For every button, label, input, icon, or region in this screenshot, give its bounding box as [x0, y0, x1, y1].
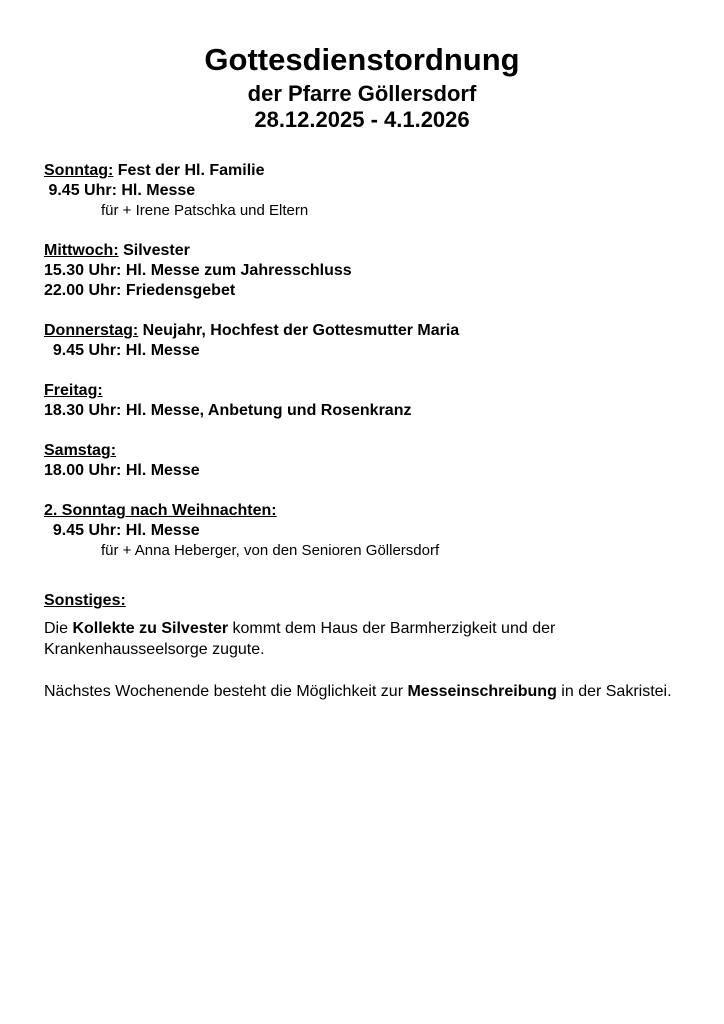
feast-name: Neujahr, Hochfest der Gottesmutter Maria — [138, 322, 460, 340]
feast-name: Silvester — [118, 242, 190, 260]
schedule-entry — [44, 441, 680, 481]
entry-heading — [44, 321, 680, 341]
service-time-line: 15.30 Uhr: Hl. Messe zum Jahresschluss — [44, 262, 352, 280]
mass-intention-line: für + Irene Patschka und Eltern — [101, 202, 309, 220]
document-header — [44, 42, 680, 133]
notes-heading: Sonstiges: — [44, 592, 126, 610]
schedule-entry — [44, 501, 680, 561]
entry-heading — [44, 501, 680, 521]
note-text: in der Sakristei. — [556, 683, 672, 701]
note-emphasis-text: Messeinschreibung — [407, 683, 557, 701]
note-emphasis-text: Kollekte zu Silvester — [72, 620, 229, 638]
day-label: Sonntag: — [44, 162, 114, 180]
schedule-entry — [44, 161, 680, 221]
page-title: Gottesdienstordnung — [204, 42, 520, 77]
schedule-entry — [44, 241, 680, 301]
mass-intention-line: für + Anna Heberger, von den Senioren Göllersdorf — [101, 542, 440, 560]
entry-heading — [44, 441, 680, 461]
note-paragraph — [44, 681, 680, 702]
day-label: 2. Sonntag nach Weihnachten: — [44, 502, 277, 520]
entry-heading — [44, 161, 680, 181]
note-text: Nächstes Wochenende besteht die Möglichkeit zur — [44, 683, 408, 701]
day-label: Freitag: — [44, 382, 103, 400]
schedule-entry — [44, 381, 680, 421]
service-time-line: 18.00 Uhr: Hl. Messe — [44, 462, 200, 480]
note-text: kommt dem Haus der Barmherzigkeit und der Krankenhausseelsorge zugute. — [44, 620, 556, 659]
date-range: 28.12.2025 - 4.1.2026 — [254, 107, 470, 133]
schedule-list — [44, 161, 680, 561]
service-time-line: 22.00 Uhr: Friedensgebet — [44, 282, 236, 300]
service-time-line: 9.45 Uhr: Hl. Messe — [44, 342, 200, 360]
day-label: Mittwoch: — [44, 242, 119, 260]
day-label: Samstag: — [44, 442, 117, 460]
entry-heading — [44, 241, 680, 261]
schedule-entry — [44, 321, 680, 361]
entry-heading — [44, 381, 680, 401]
service-time-line: 9.45 Uhr: Hl. Messe — [44, 522, 200, 540]
feast-name: Fest der Hl. Familie — [113, 162, 265, 180]
service-time-line: 9.45 Uhr: Hl. Messe — [44, 182, 196, 200]
service-time-line: 18.30 Uhr: Hl. Messe, Anbetung und Rosenkranz — [44, 402, 412, 420]
day-label: Donnerstag: — [44, 322, 139, 340]
notes-section — [44, 591, 680, 702]
note-paragraph — [44, 618, 680, 660]
notes-paragraphs — [44, 618, 680, 702]
page-subtitle: der Pfarre Göllersdorf — [247, 80, 477, 106]
note-text: Die — [44, 620, 73, 638]
